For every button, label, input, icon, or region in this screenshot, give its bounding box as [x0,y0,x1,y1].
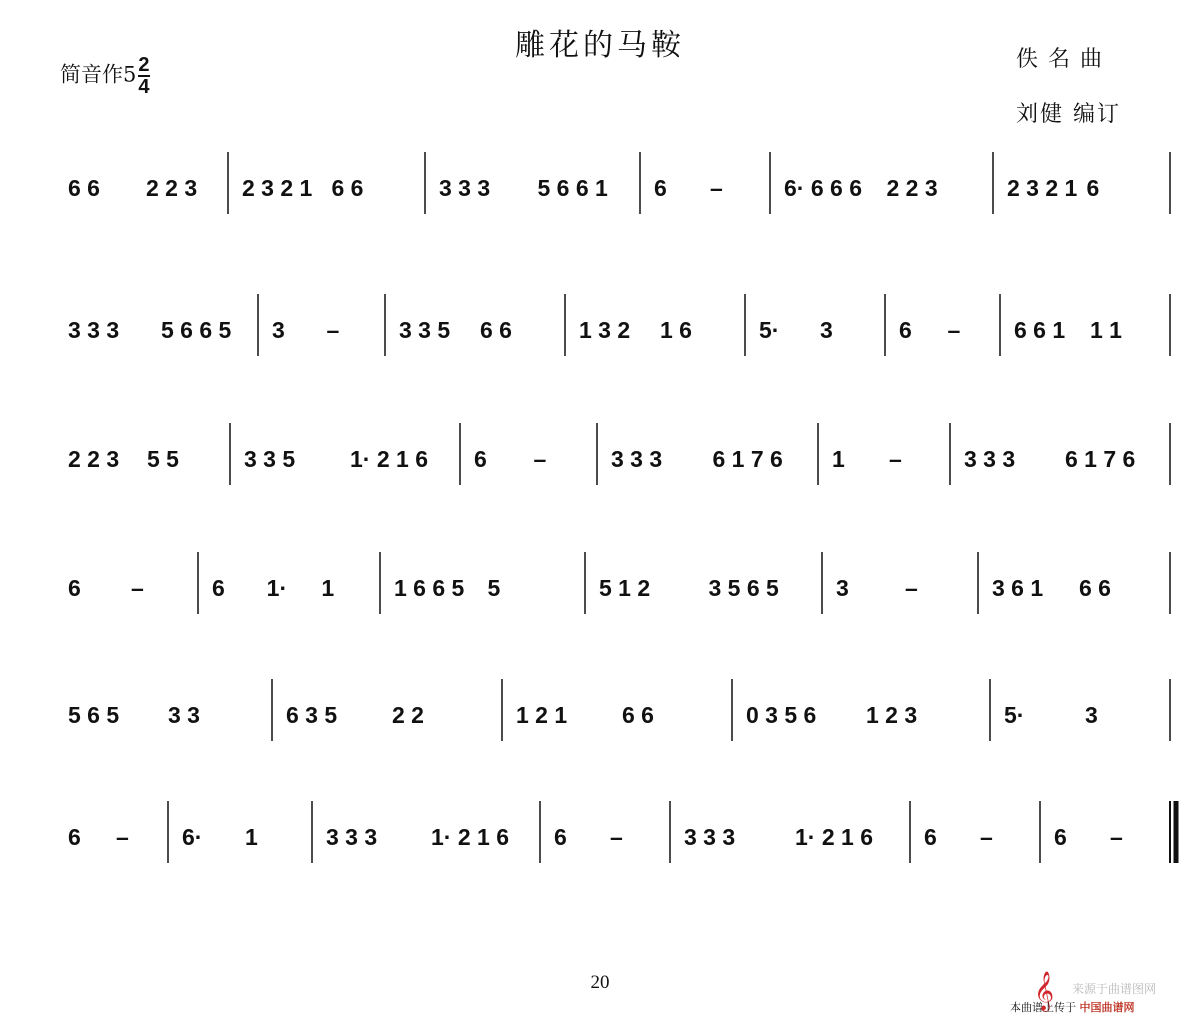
watermark-upload [1010,999,1135,1015]
note-group: 6 [68,824,81,850]
song-title: 雕花的马鞍 [515,28,685,63]
note-group: 3 [272,317,285,343]
note-group: 1 [832,446,845,472]
note-group: 1 6 [660,317,692,343]
note-group: – [116,824,129,850]
note-group: 1 3 2 [579,317,631,343]
page-number: 20 [590,972,610,993]
note-group: 5 [487,575,501,601]
note-group: 5· [759,317,780,343]
note-group: 3 3 3 [326,824,378,850]
note-group: 6· 6 6 6 [784,175,862,201]
arranger-credit: 刘健 编订 [1016,102,1121,127]
note-group: 6 [654,175,667,201]
note-group: 3 3 [168,702,200,728]
note-group: – [326,317,340,343]
note-group: 1· [266,575,288,601]
note-group: 3 3 3 [964,446,1016,472]
composer-credit: 佚名曲 [1016,47,1113,72]
note-group: 3 3 5 [399,317,451,343]
note-group: – [947,317,961,343]
note-group: 6 6 [480,317,512,343]
note-group: – [889,446,902,472]
note-group: 1· 2 1 6 [431,824,509,850]
note-group: 3 3 5 [244,446,296,472]
watermark-upload-text: 本曲谱上传于 [1010,1001,1076,1014]
note-group: 1 [245,824,258,850]
note-group: 5 1 2 [599,575,651,601]
note-group: 3 [836,575,849,601]
note-group: 1 [321,575,335,601]
note-group: 3 3 3 [439,175,491,201]
note-group: 6 6 [68,175,100,201]
note-group: 1 1 [1090,317,1122,343]
note-group: – [610,824,623,850]
note-group: 2 2 3 [68,446,120,472]
note-group: 2 2 [392,702,424,728]
note-group: 5 5 [147,446,179,472]
note-group: – [533,446,547,472]
note-group: 2 2 3 [146,175,198,201]
note-group: 3 3 3 [68,317,120,343]
watermark-site-name: 中国曲谱网 [1079,1001,1135,1014]
note-group: 1· 2 1 6 [795,824,873,850]
note-group: 1 2 1 [516,702,568,728]
note-group: 3 5 6 5 [708,575,779,601]
note-group: 1 2 3 [866,702,918,728]
note-group: – [1110,824,1123,850]
note-group: 6 [924,824,937,850]
note-group: 6 [1086,175,1100,201]
note-group: 1 6 6 5 [394,575,465,601]
note-group: 5· [1004,702,1025,728]
note-group: 0 3 5 6 [746,702,817,728]
note-group: 6 [554,824,567,850]
note-group: 6 6 [622,702,654,728]
note-group: – [905,575,918,601]
time-signature-numerator: 2 [138,54,150,76]
note-group: 5 6 6 5 [161,317,232,343]
watermark-source: 来源于曲谱图网 [1072,982,1157,996]
note-group: – [980,824,993,850]
note-group: 5 6 6 1 [537,175,608,201]
note-group: 6· [182,824,203,850]
time-signature-denominator: 4 [138,76,150,98]
note-group: 1· 2 1 6 [350,446,428,472]
note-group: 6 [212,575,225,601]
note-group: 5 6 5 [68,702,120,728]
note-group: 6 [1054,824,1067,850]
note-group: – [131,575,144,601]
note-group: 6 6 [1079,575,1111,601]
note-group: – [710,175,723,201]
note-group: 6 [474,446,487,472]
key-signature-text: 简音作5 [60,62,137,87]
note-group: 2 3 2 1 [1007,175,1078,201]
note-group: 6 [68,575,81,601]
note-group: 3 3 3 [684,824,736,850]
note-group: 6 6 1 [1014,317,1066,343]
note-group: 6 1 7 6 [712,446,783,472]
note-group: 2 3 2 1 [242,175,313,201]
note-group: 6 3 5 [286,702,338,728]
note-group: 6 6 [331,175,364,201]
note-group: 3 [1085,702,1098,728]
note-group: 2 2 3 [886,175,938,201]
note-group: 3 [820,317,833,343]
note-group: 3 6 1 [992,575,1044,601]
treble-clef-icon: 𝄞 [1034,971,1055,1011]
note-group: 3 3 3 [611,446,663,472]
note-group: 6 [899,317,912,343]
note-group: 6 1 7 6 [1065,446,1136,472]
